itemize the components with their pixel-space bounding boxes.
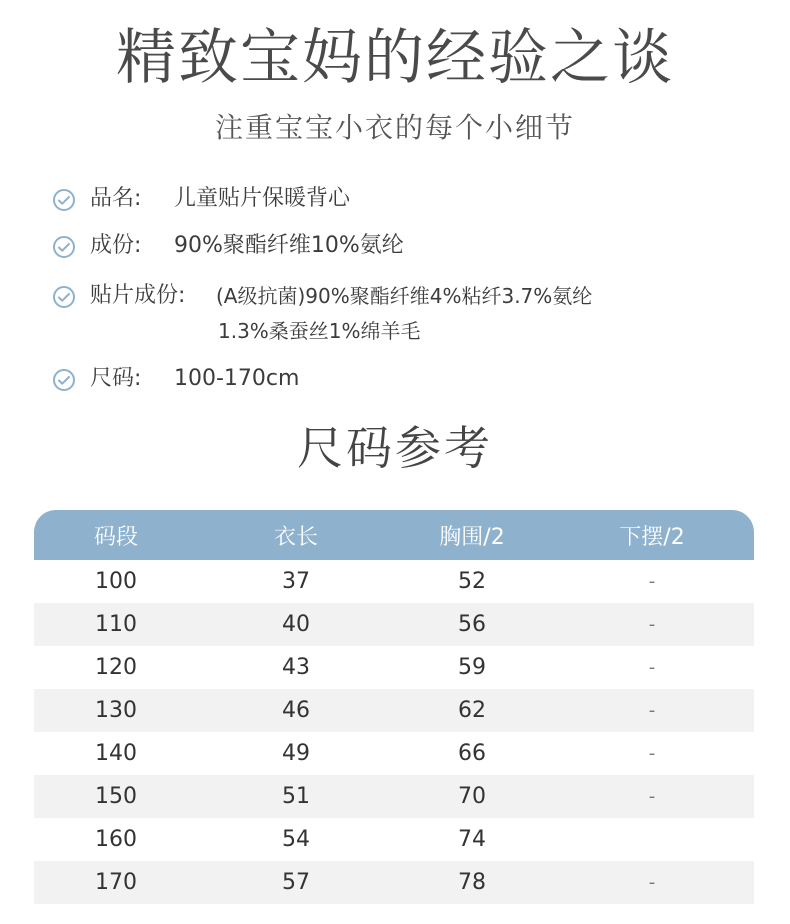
column-header: 下摆/2 bbox=[619, 524, 685, 550]
size-label: 尺码: bbox=[90, 366, 142, 391]
table-cell: - bbox=[648, 657, 656, 678]
column-header: 胸围/2 bbox=[439, 524, 505, 550]
table-row bbox=[34, 560, 754, 603]
material-label: 成份: bbox=[90, 233, 142, 258]
table-row bbox=[34, 818, 754, 861]
check-circle-icon bbox=[52, 188, 76, 212]
table-cell: 54 bbox=[282, 827, 310, 852]
column-header: 码段 bbox=[93, 524, 138, 550]
table-cell: 37 bbox=[282, 569, 310, 594]
patch-value-line2: 1.3%桑蚕丝1%绵羊毛 bbox=[218, 319, 421, 343]
table-body bbox=[34, 560, 754, 904]
table-cell: - bbox=[648, 743, 656, 764]
table-cell: 74 bbox=[458, 827, 486, 852]
patch-value-line1: (A级抗菌)90%聚酯纤维4%粘纤3.7%氨纶 bbox=[216, 284, 593, 308]
info-row-material bbox=[52, 229, 404, 263]
info-row-size bbox=[52, 362, 299, 396]
name-value: 儿童贴片保暖背心 bbox=[174, 186, 351, 211]
table-cell: - bbox=[648, 614, 656, 635]
table-cell: 160 bbox=[95, 827, 137, 852]
info-row-name bbox=[52, 182, 350, 216]
table-cell: 66 bbox=[458, 741, 486, 766]
table-cell: 140 bbox=[95, 741, 137, 766]
page-subtitle: 注重宝宝小衣的每个小细节 bbox=[214, 111, 575, 144]
info-row-patch-cont bbox=[218, 314, 421, 348]
table-cell: 40 bbox=[282, 612, 310, 637]
table-cell: 51 bbox=[282, 784, 310, 809]
table-cell: 57 bbox=[282, 870, 310, 895]
table-row bbox=[34, 861, 754, 904]
page-title: 精致宝妈的经验之谈 bbox=[116, 23, 674, 93]
table-cell: 78 bbox=[458, 870, 486, 895]
table-row bbox=[34, 603, 754, 646]
table-cell: 59 bbox=[458, 655, 486, 680]
table-cell: 52 bbox=[458, 569, 486, 594]
table-cell: 150 bbox=[95, 784, 137, 809]
table-row bbox=[34, 775, 754, 818]
size-table bbox=[34, 510, 754, 904]
table-row bbox=[34, 689, 754, 732]
table-cell: 62 bbox=[458, 698, 486, 723]
material-value: 90%聚酯纤维10%氨纶 bbox=[174, 233, 404, 258]
check-circle-icon bbox=[52, 285, 76, 309]
name-label: 品名: bbox=[90, 186, 142, 211]
table-cell: 120 bbox=[95, 655, 137, 680]
table-cell: 170 bbox=[95, 870, 137, 895]
info-row-patch bbox=[52, 279, 592, 313]
table-header bbox=[34, 510, 754, 560]
size-value: 100-170cm bbox=[174, 366, 300, 391]
check-circle-icon bbox=[52, 235, 76, 259]
column-header: 衣长 bbox=[273, 524, 318, 550]
table-cell: - bbox=[648, 571, 656, 592]
patch-label: 贴片成份: bbox=[90, 283, 186, 308]
table-cell: 110 bbox=[95, 612, 137, 637]
table-cell: 130 bbox=[95, 698, 137, 723]
table-cell: 46 bbox=[282, 698, 310, 723]
check-circle-icon bbox=[52, 368, 76, 392]
table-row bbox=[34, 732, 754, 775]
table-cell: - bbox=[648, 786, 656, 807]
table-cell: 43 bbox=[282, 655, 310, 680]
table-cell: 100 bbox=[95, 569, 137, 594]
table-cell: 70 bbox=[458, 784, 486, 809]
table-cell: - bbox=[648, 872, 656, 893]
table-row bbox=[34, 646, 754, 689]
table-cell: 56 bbox=[458, 612, 486, 637]
size-section-title: 尺码参考 bbox=[297, 421, 493, 475]
table-cell: - bbox=[648, 700, 656, 721]
table-cell: 49 bbox=[282, 741, 310, 766]
